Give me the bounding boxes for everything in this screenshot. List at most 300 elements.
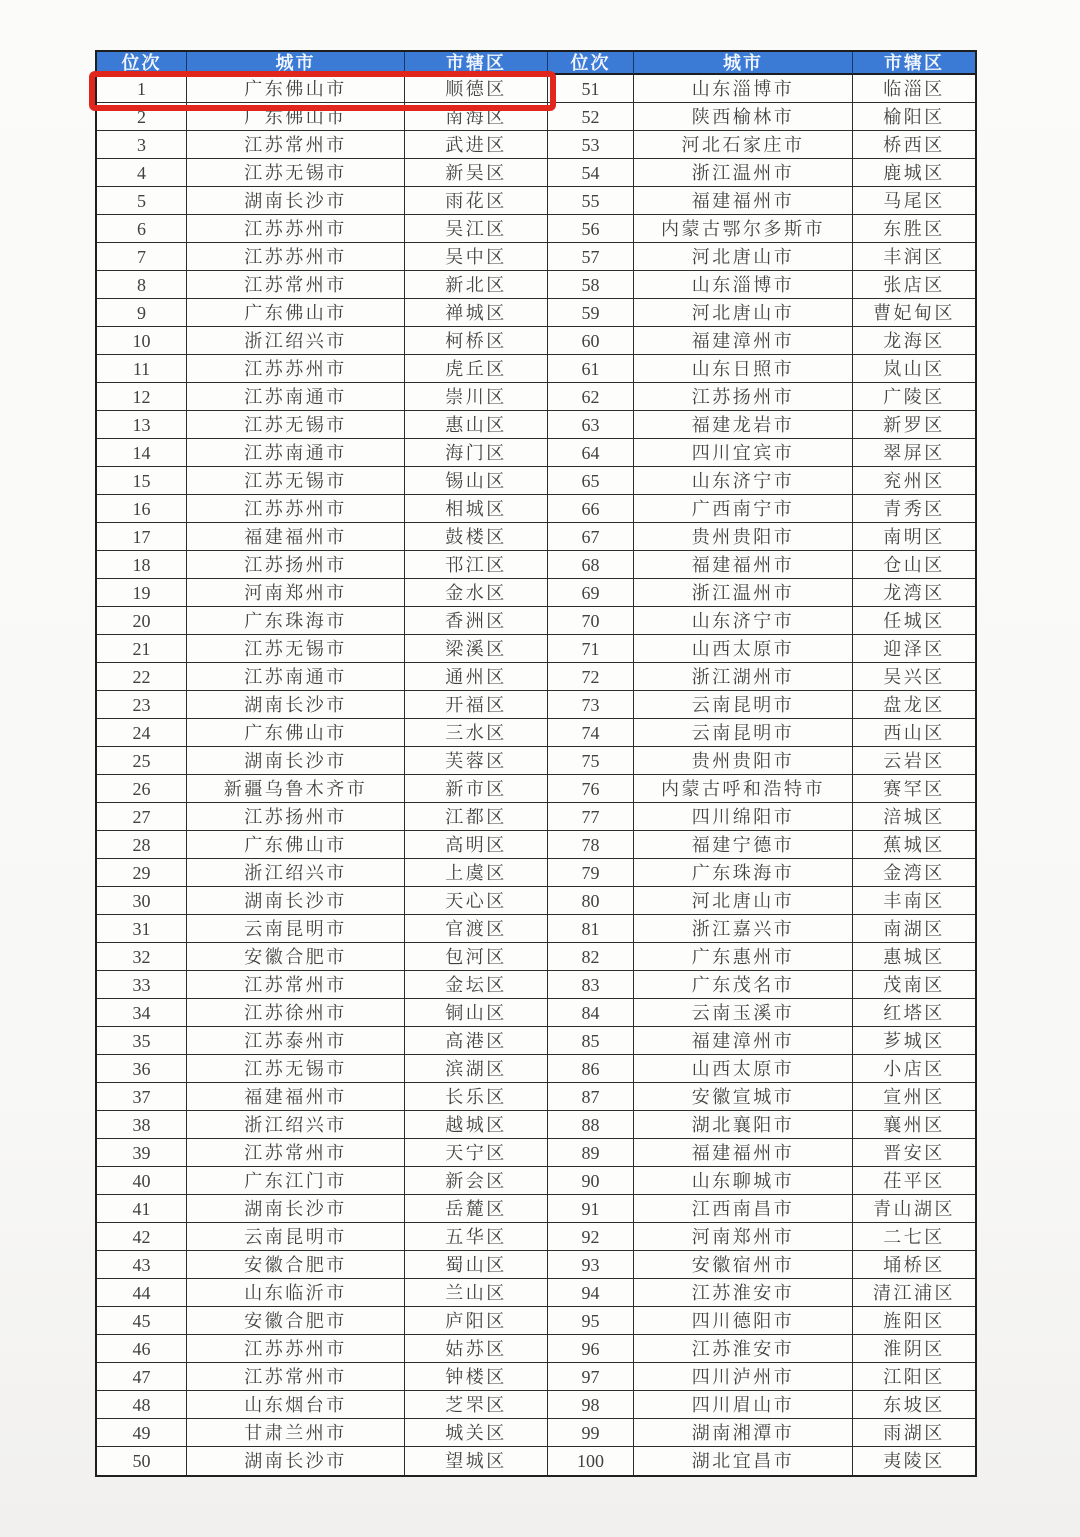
rank-cell: 23 — [97, 691, 187, 719]
city-cell: 江苏无锡市 — [187, 467, 405, 495]
city-cell: 四川德阳市 — [634, 1307, 853, 1335]
city-cell: 江苏扬州市 — [187, 551, 405, 579]
table-row — [97, 187, 975, 215]
city-cell: 福建漳州市 — [634, 1027, 853, 1055]
table-row — [97, 831, 975, 859]
rank-cell: 60 — [548, 327, 634, 355]
rank-cell: 69 — [548, 579, 634, 607]
table-row — [97, 551, 975, 579]
table-row — [97, 243, 975, 271]
table-row — [97, 299, 975, 327]
district-cell: 淮阴区 — [853, 1335, 975, 1363]
district-cell: 姑苏区 — [405, 1335, 548, 1363]
city-district-ranking-table — [95, 50, 977, 1477]
city-cell: 福建福州市 — [187, 1083, 405, 1111]
rank-cell: 70 — [548, 607, 634, 635]
district-cell: 吴中区 — [405, 243, 548, 271]
table-row — [97, 1139, 975, 1167]
district-cell: 宣州区 — [853, 1083, 975, 1111]
rank-cell: 11 — [97, 355, 187, 383]
district-cell: 虎丘区 — [405, 355, 548, 383]
city-cell: 浙江温州市 — [634, 579, 853, 607]
district-cell: 钟楼区 — [405, 1363, 548, 1391]
city-cell: 四川眉山市 — [634, 1391, 853, 1419]
city-cell: 江苏淮安市 — [634, 1335, 853, 1363]
rank-cell: 74 — [548, 719, 634, 747]
district-cell: 小店区 — [853, 1055, 975, 1083]
table-row — [97, 411, 975, 439]
city-cell: 江苏扬州市 — [187, 803, 405, 831]
district-cell: 东坡区 — [853, 1391, 975, 1419]
rank-cell: 71 — [548, 635, 634, 663]
city-cell: 河南郑州市 — [187, 579, 405, 607]
table-row — [97, 1223, 975, 1251]
rank-cell: 50 — [97, 1447, 187, 1475]
rank-cell: 65 — [548, 467, 634, 495]
rank-cell: 13 — [97, 411, 187, 439]
district-cell: 涪城区 — [853, 803, 975, 831]
table-row — [97, 383, 975, 411]
table-row — [97, 439, 975, 467]
rank-cell: 40 — [97, 1167, 187, 1195]
city-cell: 山东日照市 — [634, 355, 853, 383]
district-cell: 天心区 — [405, 887, 548, 915]
district-cell: 望城区 — [405, 1447, 548, 1475]
rank-cell: 62 — [548, 383, 634, 411]
rank-cell: 30 — [97, 887, 187, 915]
table-row — [97, 1251, 975, 1279]
rank-cell: 5 — [97, 187, 187, 215]
city-cell: 浙江绍兴市 — [187, 327, 405, 355]
rank-cell: 78 — [548, 831, 634, 859]
rank-cell: 21 — [97, 635, 187, 663]
rank-cell: 72 — [548, 663, 634, 691]
rank-cell: 98 — [548, 1391, 634, 1419]
rank-cell: 19 — [97, 579, 187, 607]
city-cell: 江苏无锡市 — [187, 635, 405, 663]
table-row — [97, 943, 975, 971]
district-cell: 南湖区 — [853, 915, 975, 943]
district-cell: 龙海区 — [853, 327, 975, 355]
rank-cell: 68 — [548, 551, 634, 579]
rank-cell: 54 — [548, 159, 634, 187]
city-cell: 云南昆明市 — [634, 719, 853, 747]
table-row — [97, 355, 975, 383]
city-cell: 广东珠海市 — [187, 607, 405, 635]
city-cell: 广东佛山市 — [187, 75, 405, 103]
district-cell: 金坛区 — [405, 971, 548, 999]
rank-cell: 32 — [97, 943, 187, 971]
rank-cell: 99 — [548, 1419, 634, 1447]
rank-cell: 20 — [97, 607, 187, 635]
rank-cell: 97 — [548, 1363, 634, 1391]
rank-cell: 17 — [97, 523, 187, 551]
city-cell: 福建福州市 — [634, 187, 853, 215]
city-cell: 广东珠海市 — [634, 859, 853, 887]
city-cell: 广西南宁市 — [634, 495, 853, 523]
table-row — [97, 75, 975, 103]
rank-cell: 45 — [97, 1307, 187, 1335]
rank-cell: 85 — [548, 1027, 634, 1055]
table-row — [97, 495, 975, 523]
city-cell: 山东济宁市 — [634, 607, 853, 635]
rank-cell: 53 — [548, 131, 634, 159]
city-cell: 江苏徐州市 — [187, 999, 405, 1027]
city-cell: 山东淄博市 — [634, 271, 853, 299]
district-cell: 广陵区 — [853, 383, 975, 411]
city-cell: 浙江湖州市 — [634, 663, 853, 691]
city-cell: 湖北宜昌市 — [634, 1447, 853, 1475]
district-cell: 香洲区 — [405, 607, 548, 635]
rank-cell: 38 — [97, 1111, 187, 1139]
district-cell: 桥西区 — [853, 131, 975, 159]
city-cell: 河南郑州市 — [634, 1223, 853, 1251]
rank-cell: 25 — [97, 747, 187, 775]
district-cell: 天宁区 — [405, 1139, 548, 1167]
district-cell: 兖州区 — [853, 467, 975, 495]
district-cell: 临淄区 — [853, 75, 975, 103]
table-row — [97, 1167, 975, 1195]
district-cell: 金水区 — [405, 579, 548, 607]
rank-cell: 95 — [548, 1307, 634, 1335]
district-cell: 岳麓区 — [405, 1195, 548, 1223]
rank-cell: 4 — [97, 159, 187, 187]
rank-cell: 14 — [97, 439, 187, 467]
district-cell: 翠屏区 — [853, 439, 975, 467]
rank-cell: 100 — [548, 1447, 634, 1475]
city-cell: 湖南湘潭市 — [634, 1419, 853, 1447]
district-cell: 新会区 — [405, 1167, 548, 1195]
rank-cell: 26 — [97, 775, 187, 803]
district-cell: 江阳区 — [853, 1363, 975, 1391]
city-cell: 广东佛山市 — [187, 299, 405, 327]
city-cell: 浙江绍兴市 — [187, 859, 405, 887]
district-cell: 吴兴区 — [853, 663, 975, 691]
rank-cell: 48 — [97, 1391, 187, 1419]
table-row — [97, 691, 975, 719]
table-header-row — [97, 52, 975, 75]
city-cell: 江苏南通市 — [187, 383, 405, 411]
district-cell: 通州区 — [405, 663, 548, 691]
district-cell: 襄州区 — [853, 1111, 975, 1139]
district-cell: 芗城区 — [853, 1027, 975, 1055]
city-cell: 福建福州市 — [634, 1139, 853, 1167]
district-cell: 南明区 — [853, 523, 975, 551]
city-cell: 湖南长沙市 — [187, 691, 405, 719]
rank-cell: 63 — [548, 411, 634, 439]
rank-cell: 44 — [97, 1279, 187, 1307]
rank-cell: 73 — [548, 691, 634, 719]
city-cell: 新疆乌鲁木齐市 — [187, 775, 405, 803]
table-row — [97, 607, 975, 635]
city-cell: 甘肃兰州市 — [187, 1419, 405, 1447]
rank-cell: 84 — [548, 999, 634, 1027]
district-cell: 茂南区 — [853, 971, 975, 999]
district-cell: 上虞区 — [405, 859, 548, 887]
district-cell: 惠山区 — [405, 411, 548, 439]
header-city-right: 城市 — [634, 52, 853, 75]
rank-cell: 79 — [548, 859, 634, 887]
rank-cell: 86 — [548, 1055, 634, 1083]
table-row — [97, 747, 975, 775]
table-row — [97, 131, 975, 159]
city-cell: 湖南长沙市 — [187, 1195, 405, 1223]
district-cell: 旌阳区 — [853, 1307, 975, 1335]
table-row — [97, 327, 975, 355]
district-cell: 相城区 — [405, 495, 548, 523]
city-cell: 江苏无锡市 — [187, 159, 405, 187]
district-cell: 蜀山区 — [405, 1251, 548, 1279]
district-cell: 雨花区 — [405, 187, 548, 215]
city-cell: 河北唐山市 — [634, 299, 853, 327]
table-row — [97, 775, 975, 803]
district-cell: 二七区 — [853, 1223, 975, 1251]
rank-cell: 88 — [548, 1111, 634, 1139]
city-cell: 贵州贵阳市 — [634, 747, 853, 775]
city-cell: 云南昆明市 — [187, 1223, 405, 1251]
city-cell: 广东惠州市 — [634, 943, 853, 971]
rank-cell: 96 — [548, 1335, 634, 1363]
city-cell: 浙江嘉兴市 — [634, 915, 853, 943]
city-cell: 四川泸州市 — [634, 1363, 853, 1391]
rank-cell: 3 — [97, 131, 187, 159]
city-cell: 内蒙古呼和浩特市 — [634, 775, 853, 803]
rank-cell: 10 — [97, 327, 187, 355]
table-row — [97, 1363, 975, 1391]
table-row — [97, 915, 975, 943]
district-cell: 迎泽区 — [853, 635, 975, 663]
district-cell: 长乐区 — [405, 1083, 548, 1111]
rank-cell: 77 — [548, 803, 634, 831]
city-cell: 广东佛山市 — [187, 719, 405, 747]
rank-cell: 49 — [97, 1419, 187, 1447]
city-cell: 江苏苏州市 — [187, 215, 405, 243]
table-row — [97, 719, 975, 747]
district-cell: 金湾区 — [853, 859, 975, 887]
district-cell: 惠城区 — [853, 943, 975, 971]
rank-cell: 7 — [97, 243, 187, 271]
rank-cell: 9 — [97, 299, 187, 327]
city-cell: 广东佛山市 — [187, 103, 405, 131]
rank-cell: 18 — [97, 551, 187, 579]
rank-cell: 33 — [97, 971, 187, 999]
city-cell: 江苏泰州市 — [187, 1027, 405, 1055]
district-cell: 海门区 — [405, 439, 548, 467]
table-row — [97, 803, 975, 831]
city-cell: 福建宁德市 — [634, 831, 853, 859]
rank-cell: 22 — [97, 663, 187, 691]
table-row — [97, 523, 975, 551]
city-cell: 湖南长沙市 — [187, 187, 405, 215]
rank-cell: 12 — [97, 383, 187, 411]
city-cell: 山东聊城市 — [634, 1167, 853, 1195]
rank-cell: 89 — [548, 1139, 634, 1167]
rank-cell: 16 — [97, 495, 187, 523]
city-cell: 贵州贵阳市 — [634, 523, 853, 551]
district-cell: 新罗区 — [853, 411, 975, 439]
rank-cell: 56 — [548, 215, 634, 243]
city-cell: 河北唐山市 — [634, 887, 853, 915]
district-cell: 东胜区 — [853, 215, 975, 243]
district-cell: 青山湖区 — [853, 1195, 975, 1223]
district-cell: 滨湖区 — [405, 1055, 548, 1083]
district-cell: 开福区 — [405, 691, 548, 719]
rank-cell: 75 — [548, 747, 634, 775]
table-row — [97, 467, 975, 495]
district-cell: 江都区 — [405, 803, 548, 831]
city-cell: 安徽合肥市 — [187, 1307, 405, 1335]
city-cell: 安徽合肥市 — [187, 1251, 405, 1279]
district-cell: 高明区 — [405, 831, 548, 859]
city-cell: 云南昆明市 — [634, 691, 853, 719]
rank-cell: 90 — [548, 1167, 634, 1195]
district-cell: 新市区 — [405, 775, 548, 803]
city-cell: 四川宜宾市 — [634, 439, 853, 467]
rank-cell: 80 — [548, 887, 634, 915]
district-cell: 赛罕区 — [853, 775, 975, 803]
rank-cell: 51 — [548, 75, 634, 103]
district-cell: 芙蓉区 — [405, 747, 548, 775]
district-cell: 张店区 — [853, 271, 975, 299]
rank-cell: 35 — [97, 1027, 187, 1055]
city-cell: 湖南长沙市 — [187, 1447, 405, 1475]
table-row — [97, 859, 975, 887]
district-cell: 红塔区 — [853, 999, 975, 1027]
district-cell: 云岩区 — [853, 747, 975, 775]
city-cell: 湖南长沙市 — [187, 887, 405, 915]
rank-cell: 41 — [97, 1195, 187, 1223]
city-cell: 陕西榆林市 — [634, 103, 853, 131]
district-cell: 马尾区 — [853, 187, 975, 215]
table-row — [97, 159, 975, 187]
district-cell: 高港区 — [405, 1027, 548, 1055]
rank-cell: 15 — [97, 467, 187, 495]
district-cell: 吴江区 — [405, 215, 548, 243]
district-cell: 三水区 — [405, 719, 548, 747]
table-row — [97, 1111, 975, 1139]
header-city-left: 城市 — [187, 52, 405, 75]
rank-cell: 82 — [548, 943, 634, 971]
table-row — [97, 103, 975, 131]
rank-cell: 93 — [548, 1251, 634, 1279]
rank-cell: 1 — [97, 75, 187, 103]
table-row — [97, 1391, 975, 1419]
district-cell: 武进区 — [405, 131, 548, 159]
rank-cell: 67 — [548, 523, 634, 551]
rank-cell: 34 — [97, 999, 187, 1027]
city-cell: 江苏南通市 — [187, 663, 405, 691]
header-district-left: 市辖区 — [405, 52, 548, 75]
rank-cell: 55 — [548, 187, 634, 215]
city-cell: 云南昆明市 — [187, 915, 405, 943]
rank-cell: 28 — [97, 831, 187, 859]
city-cell: 江苏常州市 — [187, 271, 405, 299]
district-cell: 南海区 — [405, 103, 548, 131]
district-cell: 岚山区 — [853, 355, 975, 383]
city-cell: 江西南昌市 — [634, 1195, 853, 1223]
city-cell: 云南玉溪市 — [634, 999, 853, 1027]
table-row — [97, 1195, 975, 1223]
rank-cell: 57 — [548, 243, 634, 271]
table-row — [97, 635, 975, 663]
district-cell: 晋安区 — [853, 1139, 975, 1167]
district-cell: 茌平区 — [853, 1167, 975, 1195]
rank-cell: 46 — [97, 1335, 187, 1363]
city-cell: 福建福州市 — [187, 523, 405, 551]
table-row — [97, 579, 975, 607]
city-cell: 江苏苏州市 — [187, 243, 405, 271]
rank-cell: 29 — [97, 859, 187, 887]
city-cell: 江苏苏州市 — [187, 355, 405, 383]
city-cell: 浙江绍兴市 — [187, 1111, 405, 1139]
city-cell: 江苏常州市 — [187, 971, 405, 999]
table-row — [97, 1419, 975, 1447]
district-cell: 芝罘区 — [405, 1391, 548, 1419]
city-cell: 江苏常州市 — [187, 131, 405, 159]
city-cell: 内蒙古鄂尔多斯市 — [634, 215, 853, 243]
rank-cell: 64 — [548, 439, 634, 467]
district-cell: 五华区 — [405, 1223, 548, 1251]
table-row — [97, 271, 975, 299]
city-cell: 广东佛山市 — [187, 831, 405, 859]
rank-cell: 58 — [548, 271, 634, 299]
city-cell: 福建福州市 — [634, 551, 853, 579]
rank-cell: 2 — [97, 103, 187, 131]
district-cell: 官渡区 — [405, 915, 548, 943]
city-cell: 山东淄博市 — [634, 75, 853, 103]
city-cell: 河北唐山市 — [634, 243, 853, 271]
city-cell: 安徽宣城市 — [634, 1083, 853, 1111]
district-cell: 西山区 — [853, 719, 975, 747]
district-cell: 越城区 — [405, 1111, 548, 1139]
rank-cell: 52 — [548, 103, 634, 131]
district-cell: 兰山区 — [405, 1279, 548, 1307]
district-cell: 盘龙区 — [853, 691, 975, 719]
district-cell: 夷陵区 — [883, 1451, 945, 1471]
rank-cell: 83 — [548, 971, 634, 999]
table-row — [97, 1055, 975, 1083]
district-cell: 新北区 — [405, 271, 548, 299]
rank-cell: 91 — [548, 1195, 634, 1223]
district-cell: 仓山区 — [853, 551, 975, 579]
table-row — [97, 1335, 975, 1363]
table-row — [97, 1027, 975, 1055]
district-cell: 庐阳区 — [405, 1307, 548, 1335]
district-cell: 锡山区 — [405, 467, 548, 495]
city-cell: 安徽宿州市 — [634, 1251, 853, 1279]
district-cell: 丰润区 — [853, 243, 975, 271]
rank-cell: 81 — [548, 915, 634, 943]
header-district-right: 市辖区 — [853, 52, 975, 75]
district-cell: 城关区 — [405, 1419, 548, 1447]
rank-cell: 31 — [97, 915, 187, 943]
city-cell: 广东江门市 — [187, 1167, 405, 1195]
city-cell: 江苏常州市 — [187, 1363, 405, 1391]
rank-cell: 43 — [97, 1251, 187, 1279]
table-row — [97, 887, 975, 915]
city-cell: 江苏苏州市 — [187, 495, 405, 523]
city-cell: 江苏无锡市 — [187, 411, 405, 439]
district-cell: 蕉城区 — [853, 831, 975, 859]
rank-cell: 37 — [97, 1083, 187, 1111]
district-cell: 邗江区 — [405, 551, 548, 579]
city-cell: 广东茂名市 — [634, 971, 853, 999]
table-row — [97, 663, 975, 691]
city-cell: 山东济宁市 — [634, 467, 853, 495]
city-cell: 浙江温州市 — [634, 159, 853, 187]
district-cell: 丰南区 — [853, 887, 975, 915]
rank-cell: 47 — [97, 1363, 187, 1391]
